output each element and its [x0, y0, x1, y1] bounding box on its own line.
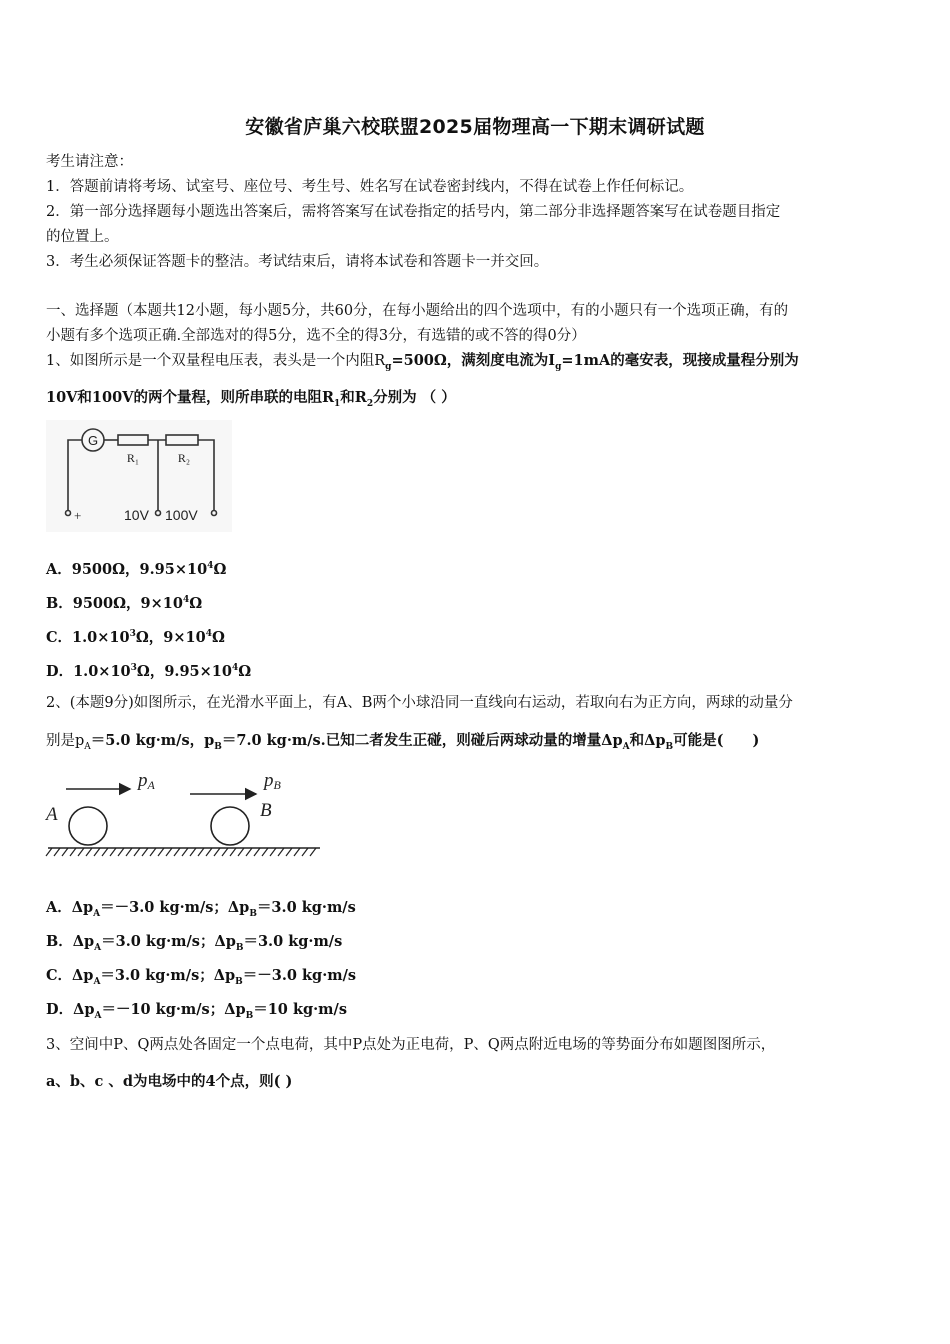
ball-a-label: A: [46, 804, 58, 825]
10v-terminal-label: 10V: [124, 507, 149, 523]
question-2-option-c: C．$\Delta p_A=3.0$ kg·m/s；$\Delta p_B=-3.0$ kg·m/s: [46, 967, 357, 987]
notice-item: 的位置上。: [46, 229, 119, 245]
voltmeter-circuit-figure: [46, 420, 232, 532]
section-heading-cont: 小题有多个选项正确.全部选对的得5分，选不全的得3分，有选错的或不答的得0分）: [46, 328, 586, 344]
question-1-stem: 1、如图所示是一个双量程电压表，表头是一个内阻$R_g=500\Omega$，满刻度电流为$I_g=1mA$的毫安表，现接成量程分别为: [46, 352, 799, 372]
question-2-option-d: D．$\Delta p_A=-10$ kg·m/s；$\Delta p_B=10$ kg·m/s: [46, 1001, 347, 1021]
plus-terminal-label: +: [74, 508, 82, 523]
ball-b-label: B: [260, 800, 272, 821]
r2-label: R₂: [177, 451, 191, 465]
question-3-stem: 3、空间中P、Q两点处各固定一个点电荷，其中P点处为正电荷，P、Q两点附近电场的等势面分布如题图图所示，: [46, 1037, 776, 1053]
notice-item: 2．第一部分选择题每小题选出答案后，需将答案写在试卷指定的括号内，第二部分非选择题答案写在试卷题目指定: [46, 204, 781, 220]
question-1-option-b: B．9500Ω，$9\times 10^4\Omega$: [46, 594, 203, 612]
question-2-stem-cont: 别是$p_A=5.0$ kg·m/s，$p_B=7.0$ kg·m/s.已知二者发生正碰，则碰后两球动量的增量$\Delta p_A$和$\Delta p_B$可能是( ): [46, 732, 760, 752]
notice-item: 3．考生必须保证答题卡的整洁。考试结束后，请将本试卷和答题卡一并交回。: [46, 254, 549, 270]
question-2-option-a: A．$\Delta p_A=-3.0$ kg·m/s；$\Delta p_B=3.0$ kg·m/s: [46, 899, 356, 919]
momentum-b-label: pB: [264, 770, 281, 792]
question-1-option-a: A．9500Ω，$9.95\times 10^4\Omega$: [46, 560, 227, 578]
question-3-stem-cont: a、b、c 、d为电场中的4个点，则( ): [46, 1073, 293, 1090]
notice-item: 1．答题前请将考场、试室号、座位号、考生号、姓名写在试卷密封线内，不得在试卷上作任何标记。: [46, 179, 694, 195]
question-1-option-d: D．$1.0\times 10^3\Omega$，$9.95\times 10^4\Omega$: [46, 662, 252, 680]
question-2-stem: 2、(本题9分)如图所示，在光滑水平面上，有A、B两个小球沿同一直线向右运动，若取向右为正方向，两球的动量分: [46, 695, 793, 711]
ground-hatch: [46, 848, 316, 856]
question-2-option-b: B．$\Delta p_A=3.0$ kg·m/s；$\Delta p_B=3.0$ kg·m/s: [46, 933, 343, 953]
galvanometer-label: G: [87, 433, 99, 448]
question-1-stem-cont: 10V和100V的两个量程，则所串联的电阻$R_1$和$R_2$分别为 （ ）: [46, 389, 456, 409]
100v-terminal-label: 100V: [165, 507, 198, 523]
notice-heading: 考生请注意：: [46, 154, 133, 170]
collision-figure: [44, 762, 324, 862]
momentum-a-label: pA: [138, 770, 155, 792]
r1-label: R₁: [126, 451, 140, 465]
section-heading: 一、选择题（本题共12小题，每小题5分，共60分，在每小题给出的四个选项中，有的小题只有一个选项正确，有的: [46, 303, 789, 319]
question-1-option-c: C．$1.0\times 10^3\Omega$，$9\times 10^4\Omega$: [46, 628, 225, 646]
page-title: 安徽省庐巢六校联盟2025届物理高一下期末调研试题: [245, 116, 705, 138]
